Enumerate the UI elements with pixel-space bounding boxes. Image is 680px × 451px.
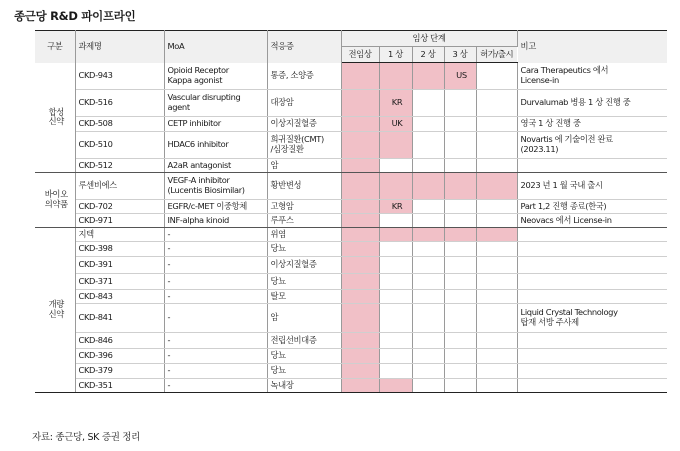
note [517,173,667,200]
moa [164,159,267,173]
phase-cell [341,159,379,173]
phase-cell [444,290,476,304]
note [517,349,667,364]
indication-line: 희귀질환(CMT) [270,134,324,145]
table-row [35,274,667,290]
moa [164,304,267,333]
phase-cell [476,90,517,117]
note [517,379,667,393]
phase-cell [341,333,379,349]
phase-cell [341,132,379,159]
phase-cell [444,379,476,393]
project-name: CKD-512 [75,159,164,173]
moa-line: - [167,243,171,254]
table-row [35,257,667,274]
note-line: 영국 1 상 진행 중 [520,118,581,129]
project-name: CKD-398 [75,242,164,257]
indication-line: 당뇨 [270,243,286,254]
phase-cell [444,364,476,379]
table-row [35,242,667,257]
project-name: CKD-841 [75,304,164,333]
phase-cell: US [444,63,476,90]
moa-line: agent [167,102,190,112]
phase-cell [341,304,379,333]
table-row [35,349,667,364]
phase-cell [444,173,476,200]
indication-line: 당뇨 [270,275,286,286]
phase-cell [341,214,379,228]
phase-cell [412,214,444,228]
phase-cell [476,214,517,228]
indication [267,242,341,257]
group-label-line: 의약품 [44,199,68,209]
group-label-line: 신약 [48,116,64,127]
indication [267,159,341,173]
phase-cell [341,90,379,117]
moa-line: (Lucentis Biosimilar) [167,185,245,195]
note-line: 탑재 서방 주사제 [520,317,579,327]
phase-cell [341,173,379,200]
group-label [35,173,75,228]
note [517,290,667,304]
moa [164,290,267,304]
phase-cell [341,364,379,379]
note [517,214,667,228]
phase-cell [341,349,379,364]
header-indication: 적응증 [267,31,341,63]
phase-cell: KR [379,200,412,214]
indication [267,214,341,228]
note [517,274,667,290]
phase-cell [444,349,476,364]
table-row [35,290,667,304]
project-name: CKD-396 [75,349,164,364]
phase-cell [412,333,444,349]
phase-cell [476,173,517,200]
header-note: 비고 [517,31,667,63]
phase-cell [412,228,444,242]
phase-cell [412,364,444,379]
phase-cell [412,200,444,214]
moa [164,228,267,242]
header-phase-1: 1 상 [379,47,412,63]
phase-cell [476,274,517,290]
phase-cell [476,117,517,132]
moa [164,117,267,132]
moa-line: - [167,365,171,376]
table-row [35,117,667,132]
note-line: (2023.11) [520,144,559,154]
table-row [35,90,667,117]
note [517,257,667,274]
phase-cell [379,349,412,364]
phase-cell [379,274,412,290]
project-name: CKD-351 [75,379,164,393]
note [517,132,667,159]
phase-cell [444,200,476,214]
indication-line: 녹내장 [270,379,294,390]
indication-line: 루푸스 [270,214,294,225]
indication [267,274,341,290]
indication-line: 통증, 소양증 [270,69,314,80]
phase-cell [444,214,476,228]
phase-cell [476,257,517,274]
moa-line: Vascular disrupting [167,92,241,103]
phase-cell [412,63,444,90]
table-row [35,379,667,393]
header-phase-preclinical: 전임상 [341,47,379,63]
project-name: CKD-846 [75,333,164,349]
indication [267,90,341,117]
phase-cell [412,257,444,274]
note [517,63,667,90]
moa-line: EGFR/c-MET 이중항체 [167,200,247,211]
group-label-line: 바이오 [44,189,68,200]
indication-line: 당뇨 [270,365,286,376]
phase-cell [412,349,444,364]
table-row [35,159,667,173]
source-note: 자료: 종근당, SK 증권 정리 [32,432,141,443]
group-label-line: 신약 [48,309,64,319]
indication-line: 암 [270,159,279,170]
moa-line: HDAC6 inhibitor [167,139,229,150]
table-row [35,304,667,333]
indication-line: 위염 [270,228,286,239]
note [517,90,667,117]
note [517,333,667,349]
indication-line: 이상지질혈증 [270,259,317,270]
indication [267,333,341,349]
phase-cell [379,242,412,257]
phase-cell: UK [379,117,412,132]
table-row [35,132,667,159]
phase-cell [476,242,517,257]
indication-line: 황반변성 [270,180,302,191]
phase-cell [341,242,379,257]
note-line: License-in [520,74,559,85]
moa-line: - [167,275,171,286]
indication-line: 전립선비대증 [270,334,317,345]
moa [164,242,267,257]
group-label-line: 개량 [48,299,64,310]
phase-cell [412,159,444,173]
group-label [35,63,75,173]
header-phase-2: 2 상 [412,47,444,63]
phase-cell [412,290,444,304]
project-name: CKD-508 [75,117,164,132]
phase-cell [444,132,476,159]
phase-cell [341,274,379,290]
moa [164,63,267,90]
phase-cell [412,132,444,159]
table-row [35,333,667,349]
group-label-line: 합성 [48,106,64,117]
project-name: CKD-971 [75,214,164,228]
phase-cell [444,333,476,349]
indication [267,349,341,364]
phase-cell [444,228,476,242]
moa-line: - [167,312,171,323]
phase-cell [379,379,412,393]
phase-cell [444,242,476,257]
note-line: Durvalumab 병용 1 상 진행 중 [520,97,631,108]
phase-cell [412,242,444,257]
project-name: CKD-371 [75,274,164,290]
note-line: Neovacs 에서 License-in [520,214,612,225]
phase-cell [444,304,476,333]
table-row [35,364,667,379]
moa-line: Kappa agonist [167,74,223,85]
phase-cell [379,214,412,228]
note-line: Cara Therapeutics 에서 [520,65,609,76]
indication [267,173,341,200]
group-label [35,228,75,393]
indication-line: /심장질환 [270,144,304,154]
phase-cell [476,159,517,173]
indication [267,290,341,304]
moa-line: VEGF-A inhibitor [167,175,230,186]
phase-cell [379,333,412,349]
indication [267,379,341,393]
phase-cell [412,173,444,200]
moa-line: - [167,290,171,301]
phase-cell [379,228,412,242]
moa [164,349,267,364]
indication [267,228,341,242]
phase-cell [379,304,412,333]
project-name: 루센비에스 [75,173,164,200]
moa-line: A2aR antagonist [167,159,231,170]
phase-cell [412,304,444,333]
pipeline-table-body [35,63,667,393]
indication-line: 이상지질혈증 [270,118,317,129]
moa-line: CETP inhibitor [167,118,221,129]
moa [164,257,267,274]
note-line: 2023 년 1 월 국내 출시 [520,180,603,191]
note [517,117,667,132]
header-phase-group: 임상 단계 [341,31,517,47]
project-name: CKD-943 [75,63,164,90]
indication [267,364,341,379]
phase-cell [444,274,476,290]
note [517,228,667,242]
phase-cell [476,132,517,159]
moa [164,214,267,228]
project-name: CKD-843 [75,290,164,304]
indication [267,117,341,132]
header-phase-approval: 허가/출시 [476,47,517,63]
indication [267,257,341,274]
table-row [35,200,667,214]
phase-cell [444,159,476,173]
phase-cell [476,200,517,214]
header-name: 과제명 [75,31,164,63]
table-row [35,228,667,242]
phase-cell [476,333,517,349]
indication-line: 탈모 [270,290,286,301]
moa-line: Opioid Receptor [167,65,229,76]
phase-cell [379,132,412,159]
project-name: CKD-516 [75,90,164,117]
phase-cell [341,228,379,242]
phase-cell [379,290,412,304]
phase-cell [476,228,517,242]
phase-cell [476,364,517,379]
phase-cell [476,63,517,90]
header-group: 구분 [35,31,75,63]
phase-cell: KR [379,90,412,117]
moa-line: - [167,259,171,270]
project-name: CKD-702 [75,200,164,214]
moa [164,379,267,393]
note [517,159,667,173]
header-moa: MoA [164,31,267,63]
indication [267,63,341,90]
phase-cell [379,364,412,379]
phase-cell [341,117,379,132]
indication-line: 대장암 [270,97,294,108]
phase-cell [341,379,379,393]
moa [164,200,267,214]
phase-cell [444,117,476,132]
note [517,242,667,257]
phase-cell [341,257,379,274]
phase-cell [444,90,476,117]
phase-cell [412,379,444,393]
note-line: Novartis 에 기술이전 완료 [520,134,613,145]
table-row [35,214,667,228]
project-name: CKD-379 [75,364,164,379]
phase-cell [476,349,517,364]
moa-line: - [167,228,171,239]
phase-cell [341,200,379,214]
indication [267,304,341,333]
indication [267,132,341,159]
moa [164,274,267,290]
pipeline-table [35,30,667,393]
project-name: CKD-391 [75,257,164,274]
moa-line: INF-alpha kinoid [167,214,229,225]
phase-cell [341,63,379,90]
phase-cell [476,290,517,304]
phase-cell [379,159,412,173]
phase-cell [379,257,412,274]
note-line: Part 1,2 진행 종료(한국) [520,200,607,211]
moa-line: - [167,334,171,345]
table-row [35,63,667,90]
moa [164,173,267,200]
moa [164,333,267,349]
moa [164,132,267,159]
phase-cell [341,290,379,304]
note [517,364,667,379]
moa [164,364,267,379]
indication-line: 암 [270,312,279,323]
moa-line: - [167,379,171,390]
indication-line: 당뇨 [270,350,286,361]
note-line: Liquid Crystal Technology [520,307,618,318]
phase-cell [412,117,444,132]
phase-cell [476,304,517,333]
indication [267,200,341,214]
phase-cell [379,63,412,90]
table-row [35,173,667,200]
header-phase-3: 3 상 [444,47,476,63]
moa-line: - [167,350,171,361]
note [517,200,667,214]
project-name: CKD-510 [75,132,164,159]
phase-cell [412,274,444,290]
moa [164,90,267,117]
phase-cell [379,173,412,200]
phase-cell [444,257,476,274]
project-name: 지텍 [75,228,164,242]
indication-line: 고형암 [270,200,294,211]
note [517,304,667,333]
phase-cell [476,379,517,393]
page-title: 종근당 R&D 파이프라인 [14,9,136,23]
phase-cell [412,90,444,117]
